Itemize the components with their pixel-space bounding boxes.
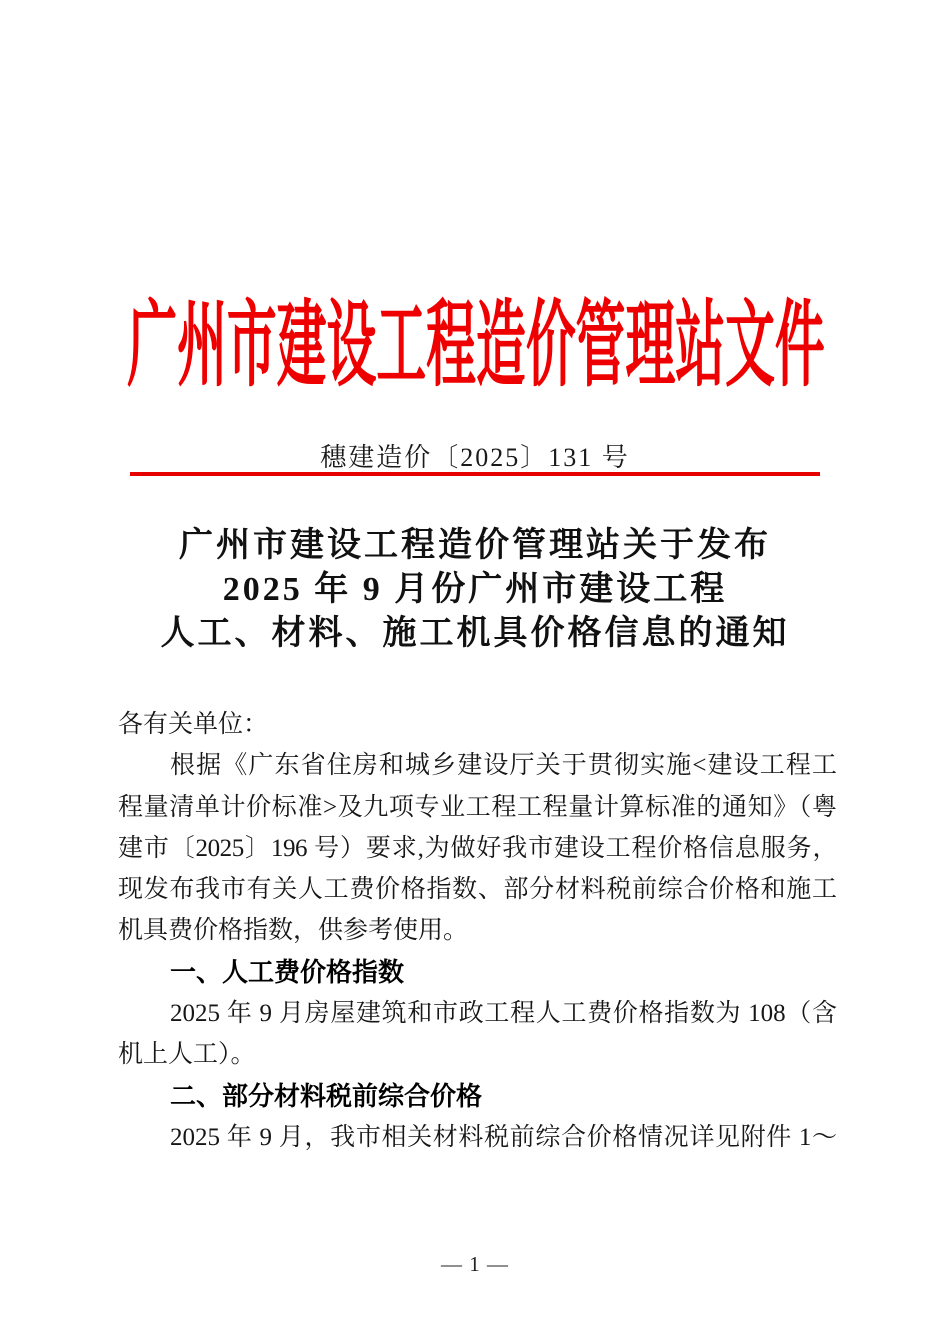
paragraph-1-line-3: 建市〔2025〕196 号）要求,为做好我市建设工程价格信息服务， bbox=[118, 834, 837, 862]
paragraph-1-line-1: 根据《广东省住房和城乡建设厅关于贯彻实施<建设工程工 bbox=[170, 752, 837, 780]
notice-title-line-3: 人工、材料、施工机具价格信息的通知 bbox=[160, 615, 790, 652]
notice-title-line-1: 广州市建设工程造价管理站关于发布 bbox=[179, 527, 771, 564]
section-2-heading: 二、部分材料税前综合价格 bbox=[170, 1080, 483, 1111]
document-header-title: 广州市建设工程造价管理站文件 bbox=[127, 294, 825, 398]
document-reference-number: 穗建造价〔2025〕131 号 bbox=[320, 443, 630, 472]
section-1-line-1: 2025 年 9 月房屋建筑和市政工程人工费价格指数为 108（含 bbox=[170, 1000, 837, 1028]
notice-title-line-2: 2025 年 9 月份广州市建设工程 bbox=[222, 571, 728, 608]
notice-title bbox=[0, 524, 950, 656]
section-1-heading: 一、人工费价格指数 bbox=[170, 956, 405, 987]
page-number: — 1 — bbox=[441, 1252, 509, 1276]
paragraph-1-line-2: 程量清单计价标准>及九项专业工程工程量计算标准的通知》（粤 bbox=[118, 793, 837, 821]
paragraph-1-line-5: 机具费价格指数，供参考使用。 bbox=[118, 917, 469, 945]
section-2-line-1: 2025 年 9 月，我市相关材料税前综合价格情况详见附件 1～ bbox=[170, 1123, 837, 1151]
header-divider-line bbox=[130, 472, 820, 476]
document-body bbox=[118, 704, 837, 1158]
salutation-line: 各有关单位： bbox=[118, 711, 269, 738]
paragraph-1-line-4: 现发布我市有关人工费价格指数、部分材料税前综合价格和施工 bbox=[118, 876, 837, 904]
section-1-line-2: 机上人工）。 bbox=[118, 1041, 256, 1069]
